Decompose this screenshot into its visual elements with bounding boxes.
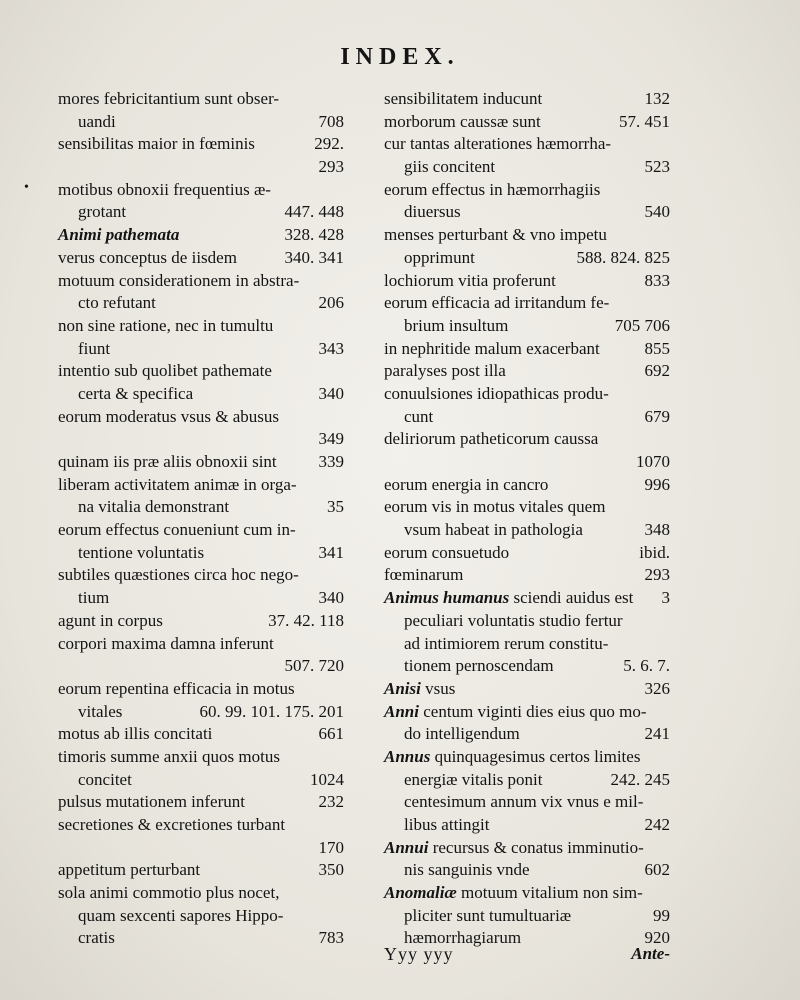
index-entry: [384, 474, 670, 497]
entry-label: secretiones & excretiones turbant: [58, 815, 286, 834]
index-entry: [384, 859, 670, 882]
index-entry: [58, 882, 344, 905]
index-entry: [58, 564, 344, 587]
entry-label: pulsus mutationem inferunt: [58, 792, 245, 812]
entry-text: [58, 315, 273, 338]
entry-label: motuum vitalium non sim-: [456, 883, 643, 903]
entry-text: [404, 156, 495, 179]
entry-text: [78, 338, 110, 361]
page-reference: 339: [318, 452, 344, 471]
index-entry: [58, 496, 344, 519]
page-reference: 447. 448: [284, 202, 344, 222]
entry-text: [404, 655, 554, 678]
entry-text: [58, 247, 237, 270]
index-entry: [384, 133, 670, 156]
entry-heading: Anisi: [384, 678, 421, 698]
entry-label: certa & specifica: [78, 383, 194, 403]
page-reference: 540: [644, 202, 670, 222]
index-entry: [58, 633, 344, 656]
entry-text: [58, 224, 179, 247]
entry-label: eorum energia in cancro: [384, 474, 549, 494]
index-entry: [384, 814, 670, 837]
entry-label: nis sanguinis vnde: [404, 860, 530, 880]
entry-label: eorum effectus in hæmorrhagiis: [384, 179, 601, 199]
entry-label: eorum efficacia ad irritandum fe-: [384, 293, 610, 313]
entry-text: [384, 496, 605, 519]
page-reference: 350: [318, 860, 344, 880]
entry-label: libus attingit: [404, 815, 490, 834]
entry-label: motuum considerationem in abstra-: [58, 270, 300, 290]
entry-text: [58, 133, 255, 156]
entry-label: lochiorum vitia proferunt: [384, 270, 556, 290]
entry-label: eorum moderatus vsus & abusus: [58, 406, 279, 426]
entry-text: [58, 791, 245, 814]
entry-text: [404, 610, 623, 633]
entry-label: verus conceptus de iisdem: [58, 247, 237, 267]
entry-label: sensibilitas maior in fœminis: [58, 134, 255, 154]
index-entry: [58, 519, 344, 542]
page-reference: 293: [318, 157, 344, 177]
index-entry: [384, 882, 670, 905]
page-reference: 232: [318, 792, 344, 812]
entry-text: [58, 360, 272, 383]
entry-text: [58, 746, 280, 769]
entry-text: [384, 179, 600, 202]
entry-label: opprimunt: [404, 247, 475, 267]
entry-text: [78, 587, 109, 610]
index-entry: [384, 769, 670, 792]
entry-text: [404, 905, 571, 928]
entry-label: agunt in corpus: [58, 610, 163, 630]
entry-text: [58, 610, 163, 633]
entry-label: quinam iis præ aliis obnoxii sint: [58, 452, 277, 471]
page-reference: 920: [644, 928, 670, 948]
index-entry: [384, 270, 670, 293]
page-reference: 523: [644, 157, 670, 177]
entry-label: sola animi commotio plus nocet,: [58, 883, 280, 903]
entry-label: diuersus: [404, 202, 461, 222]
index-entry: [384, 315, 670, 338]
entry-label: deliriorum patheticorum caussa: [384, 429, 599, 449]
entry-text: [384, 428, 598, 451]
entry-label: eorum vis in motus vitales quem: [384, 497, 606, 517]
index-entry: [58, 655, 344, 678]
entry-label: eorum effectus conueniunt cum in-: [58, 520, 296, 540]
index-entry: [58, 859, 344, 882]
index-entry: [58, 746, 344, 769]
page-reference: 241: [644, 724, 670, 744]
entry-text: [384, 564, 463, 587]
entry-label: conuulsiones idiopathicas produ-: [384, 383, 609, 403]
entry-text: [384, 701, 647, 724]
index-entry: [58, 927, 344, 950]
page-reference: 602: [644, 860, 670, 880]
entry-label: ad intimiorem rerum constitu-: [404, 633, 609, 653]
entry-label: motus ab illis concitati: [58, 724, 213, 744]
index-entry: [58, 428, 344, 451]
entry-text: [404, 315, 508, 338]
index-entry: [58, 678, 344, 701]
entry-text: [384, 111, 541, 134]
entry-text: [58, 678, 295, 701]
entry-label: cratis: [78, 928, 115, 948]
page-reference: ibid.: [639, 542, 670, 562]
entry-label: na vitalia demonstrant: [78, 497, 230, 517]
index-entry: [384, 837, 670, 860]
entry-label: intentio sub quolibet pathemate: [58, 361, 272, 381]
entry-heading: Annus: [384, 746, 431, 766]
page-reference: 57. 451: [619, 111, 670, 131]
entry-heading: Animi pathemata: [58, 225, 180, 245]
index-entry: [384, 201, 670, 224]
index-entry: [384, 451, 670, 474]
index-entry: [58, 474, 344, 497]
signature-mark: Yyy yyy: [384, 944, 454, 964]
index-entry: [58, 837, 344, 860]
entry-text: [78, 905, 283, 928]
page-reference: 242: [644, 815, 670, 834]
entry-text: [384, 882, 643, 905]
entry-label: centum viginti dies eius quo mo-: [418, 701, 647, 721]
entry-text: [384, 746, 640, 769]
index-entry: [58, 769, 344, 792]
entry-text: [78, 496, 229, 519]
entry-label: appetitum perturbant: [58, 860, 201, 880]
entry-text: [384, 133, 611, 156]
entry-label: cto refutant: [78, 293, 156, 313]
entry-text: [384, 292, 609, 315]
entry-text: [78, 201, 126, 224]
entry-text: [404, 633, 608, 656]
entry-label: hæmorrhagiarum: [404, 928, 522, 948]
entry-text: [58, 882, 279, 905]
entry-text: [384, 338, 600, 361]
page-reference: 692: [644, 361, 670, 381]
index-entry: [384, 88, 670, 111]
index-entry: [58, 247, 344, 270]
page-reference: 99: [653, 905, 670, 925]
entry-label: brium insultum: [404, 315, 509, 335]
page-reference: 5. 6. 7.: [623, 656, 670, 676]
index-entry: [58, 610, 344, 633]
index-entry: [384, 292, 670, 315]
index-entry: [58, 451, 344, 474]
index-entry: [58, 360, 344, 383]
index-entry: [384, 428, 670, 451]
entry-label: giis concitent: [404, 157, 496, 177]
page-reference: 35: [327, 497, 344, 517]
index-entry: [58, 587, 344, 610]
entry-label: tium: [78, 588, 110, 608]
index-entry: [384, 247, 670, 270]
entry-text: [58, 451, 277, 474]
entry-label: morborum caussæ sunt: [384, 111, 541, 131]
entry-text: [58, 519, 296, 542]
entry-text: [58, 474, 297, 497]
entry-text: [58, 179, 271, 202]
catchword: Ante-: [631, 944, 670, 963]
page-reference: 507. 720: [284, 656, 344, 676]
index-entry: [384, 360, 670, 383]
entry-label: vsum habeat in pathologia: [404, 520, 583, 540]
entry-label: eorum repentina efficacia in motus: [58, 678, 295, 698]
page-reference: 340. 341: [284, 247, 344, 267]
index-entry: [58, 905, 344, 928]
index-entry: [58, 338, 344, 361]
entry-text: [384, 383, 609, 406]
entry-text: [78, 701, 122, 724]
index-entry: [384, 179, 670, 202]
page-reference: 783: [318, 928, 344, 948]
index-entry: [58, 701, 344, 724]
index-entry: [58, 292, 344, 315]
entry-text: [58, 270, 299, 293]
index-entry: [58, 111, 344, 134]
entry-label: tionem pernoscendam: [404, 656, 554, 676]
page-reference: 348: [644, 520, 670, 540]
entry-label: vitales: [78, 701, 123, 721]
entry-label: mores febricitantium sunt obser-: [58, 89, 280, 108]
entry-text: [404, 519, 583, 542]
entry-text: [404, 406, 433, 429]
index-entry: [58, 156, 344, 179]
index-entry: [58, 383, 344, 406]
entry-label: non sine ratione, nec in tumultu: [58, 315, 274, 335]
page-reference: 3: [661, 588, 670, 608]
entry-label: fœminarum: [384, 565, 464, 585]
page-reference: 341: [318, 542, 344, 562]
page-reference: 855: [644, 338, 670, 358]
entry-text: [384, 270, 556, 293]
entry-text: [58, 859, 200, 882]
page-reference: 340: [318, 588, 344, 608]
entry-label: corpori maxima damna inferunt: [58, 633, 274, 653]
index-entry: [58, 723, 344, 746]
entry-label: tentione voluntatis: [78, 542, 205, 562]
entry-text: [404, 859, 530, 882]
index-entry: [384, 678, 670, 701]
entry-text: [58, 406, 279, 429]
entry-text: [58, 564, 299, 587]
entry-label: pliciter sunt tumultuariæ: [404, 905, 572, 925]
page-reference: 326: [644, 678, 670, 698]
entry-text: [384, 88, 542, 111]
entry-text: [78, 927, 115, 950]
entry-label: cur tantas alterationes hæmorrha-: [384, 134, 612, 154]
page-reference: 293: [644, 565, 670, 585]
index-entry: [384, 338, 670, 361]
index-entry: [384, 655, 670, 678]
entry-text: [78, 542, 204, 565]
page-reference: 328. 428: [284, 225, 344, 245]
page-reference: 37. 42. 118: [268, 610, 344, 630]
entry-label: centesimum annum vix vnus e mil-: [404, 792, 644, 812]
page-reference: 132: [644, 89, 670, 108]
entry-text: [78, 383, 193, 406]
index-entry: [58, 270, 344, 293]
entry-text: [58, 723, 212, 746]
entry-text: [58, 814, 285, 837]
entry-text: [78, 292, 156, 315]
index-entry: [384, 723, 670, 746]
entry-label: sciendi auidus est: [509, 588, 634, 608]
index-entry: [384, 406, 670, 429]
entry-label: quinquagesimus certos limites: [430, 746, 641, 766]
page-reference: 340: [318, 383, 344, 403]
entry-heading: Annui: [384, 837, 429, 857]
index-entry: [384, 496, 670, 519]
entry-label: liberam activitatem animæ in orga-: [58, 474, 297, 494]
entry-label: vsus: [420, 678, 456, 698]
entry-label: do intelligendum: [404, 724, 520, 744]
entry-label: timoris summe anxii quos motus: [58, 746, 280, 766]
page-reference: 1070: [636, 452, 670, 471]
entry-label: energiæ vitalis ponit: [404, 769, 543, 789]
entry-text: [404, 201, 461, 224]
entry-heading: Anomaliæ: [384, 883, 457, 903]
page-reference: 206: [318, 293, 344, 313]
page-reference: 60. 99. 101. 175. 201: [199, 701, 344, 721]
index-entry: [384, 633, 670, 656]
page-reference: 705 706: [614, 315, 670, 335]
page-reference: 1024: [310, 769, 344, 789]
index-entry: [384, 156, 670, 179]
entry-text: [384, 542, 509, 565]
index-entry: [384, 610, 670, 633]
page-reference: 588. 824. 825: [576, 247, 670, 267]
index-entry: [58, 791, 344, 814]
entry-text: [78, 769, 132, 792]
index-entry: [384, 905, 670, 928]
entry-label: concitet: [78, 769, 132, 789]
index-entry: [384, 791, 670, 814]
entry-label: eorum consuetudo: [384, 542, 510, 562]
index-entry: [384, 746, 670, 769]
entry-label: grotant: [78, 202, 127, 222]
entry-label: recursus & conatus imminutio-: [428, 837, 644, 857]
index-entry: [384, 519, 670, 542]
page-reference: 349: [318, 429, 344, 449]
index-entry: [58, 179, 344, 202]
entry-label: uandi: [78, 111, 116, 131]
entry-text: [384, 837, 644, 860]
entry-label: quam sexcenti sapores Hippo-: [78, 905, 284, 925]
entry-label: paralyses post illa: [384, 361, 506, 381]
index-entry: [58, 133, 344, 156]
entry-heading: Animus humanus: [384, 588, 510, 608]
index-entry: [58, 224, 344, 247]
entry-text: [404, 723, 520, 746]
index-entry: [384, 111, 670, 134]
entry-text: [384, 360, 506, 383]
entry-label: sensibilitatem inducunt: [384, 89, 543, 108]
entry-label: fiunt: [78, 338, 111, 358]
index-entry: [384, 224, 670, 247]
index-entry: [384, 542, 670, 565]
entry-text: [58, 633, 274, 656]
index-entry: [384, 383, 670, 406]
index-entry: [58, 814, 344, 837]
entry-text: [384, 474, 548, 497]
entry-label: menses perturbant & vno impetu: [384, 225, 607, 245]
entry-label: peculiari voluntatis studio fertur: [404, 610, 623, 630]
entry-label: motibus obnoxii frequentius æ-: [58, 179, 271, 199]
entry-label: in nephritide malum exacerbant: [384, 338, 600, 358]
entry-text: [384, 587, 633, 610]
entry-text: [404, 791, 643, 814]
page-reference: 242. 245: [610, 769, 670, 789]
index-entry: [384, 587, 670, 610]
page-reference: 170: [318, 837, 344, 857]
page-reference: 679: [644, 406, 670, 426]
entry-text: [384, 224, 607, 247]
entry-text: [404, 814, 489, 837]
page-reference: 661: [318, 724, 344, 744]
index-entry: [58, 542, 344, 565]
index-entry: [58, 201, 344, 224]
entry-label: cunt: [404, 406, 434, 426]
entry-label: subtiles quæstiones circa hoc nego-: [58, 565, 299, 585]
page-reference: 996: [644, 474, 670, 494]
index-entry: [58, 406, 344, 429]
page-reference: 343: [318, 338, 344, 358]
page-reference: 833: [644, 270, 670, 290]
entry-text: [404, 769, 543, 792]
right-column: [384, 88, 670, 950]
index-entry: [58, 88, 344, 111]
left-column: [58, 88, 344, 950]
entry-text: [404, 247, 475, 270]
margin-dot: •: [24, 180, 29, 195]
entry-heading: Anni: [384, 701, 419, 721]
index-entry: [384, 701, 670, 724]
entry-text: [58, 88, 279, 111]
page-reference: 292.: [314, 134, 344, 154]
index-entry: [58, 315, 344, 338]
entry-text: [78, 111, 116, 134]
entry-text: [384, 678, 455, 701]
index-entry: [384, 564, 670, 587]
page-title: INDEX.: [340, 44, 460, 70]
page-reference: 708: [318, 111, 344, 131]
